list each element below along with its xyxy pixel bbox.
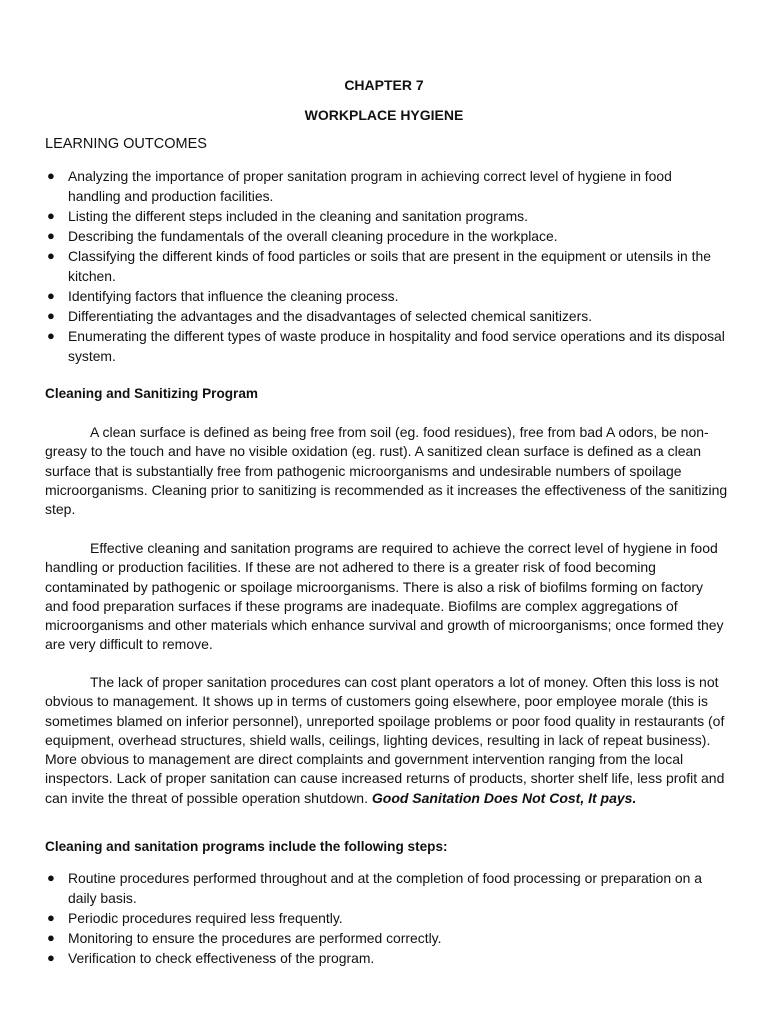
list-item	[45, 226, 725, 246]
list-item	[45, 908, 725, 928]
paragraph-3-text: The lack of proper sanitation procedures can cost plant operators a lot of money. Often this loss is not obvious to management. It shows up in terms of customers going elsewhere, poor employee morale (this is sometimes blamed on inferior personnel), unreported spoilage problems or poor food quality in restaurants (of equipment, overhead structures, shield walls, ceilings, lighting devices, resulting in lack of repeat business). More obvious to management are direct complaints and government intervention ranging from the local inspectors. Lack of proper sanitation can cause increased returns of products, shorter shelf life, less profit and can invite the threat of possible operation shutdown.	[45, 674, 725, 806]
list-item	[45, 206, 725, 226]
list-item	[45, 286, 725, 306]
bullet-icon: ●	[47, 168, 55, 183]
bullet-icon: ●	[47, 328, 55, 343]
bullet-icon: ●	[47, 910, 55, 925]
list-item-text: Verification to check effectiveness of the program.	[68, 950, 375, 966]
paragraph-1: A clean surface is defined as being free from soil (eg. food residues), free from bad A odors, be non-greasy to the touch and have no visible oxidation (eg. rust). A sanitized clean surface is defined as a clean surface that is substantially free from pathogenic microorganisms and undesirable numbers of spoilage microorganisms. Cleaning prior to sanitizing is recommended as it increases the effectiveness of the sanitizing step.	[45, 424, 728, 518]
list-item-text: Analyzing the importance of proper sanitation program in achieving correct level of hygiene in food handling and production facilities.	[68, 168, 672, 204]
bullet-icon: ●	[47, 248, 55, 263]
learning-outcomes-list	[45, 166, 725, 366]
section-heading: Cleaning and Sanitizing Program	[45, 386, 258, 401]
bullet-icon: ●	[47, 288, 55, 303]
list-item	[45, 868, 725, 908]
list-item	[45, 166, 725, 206]
chapter-label: CHAPTER 7	[344, 77, 424, 93]
list-item-text: Enumerating the different types of waste produce in hospitality and food service operations and its disposal system.	[68, 328, 725, 364]
bullet-icon: ●	[47, 228, 55, 243]
list-item	[45, 246, 725, 286]
paragraph-3	[45, 673, 730, 808]
bullet-icon: ●	[47, 870, 55, 885]
list-item-text: Periodic procedures required less frequently.	[68, 910, 343, 926]
paragraph-2: Effective cleaning and sanitation programs are required to achieve the correct level of hygiene in food handling or production facilities. If these are not adhered to there is a greater risk of food becoming contaminated by pathogenic or spoilage microorganisms. There is also a risk of biofilms forming on factory and food preparation surfaces if these programs are inadequate. Biofilms are complex aggregations of microorganisms and other materials which enhance survival and growth of microorganisms; once formed they are very difficult to remove.	[45, 540, 724, 653]
chapter-title: WORKPLACE HYGIENE	[304, 107, 464, 123]
bullet-icon: ●	[47, 930, 55, 945]
paragraph-3-emphasis: Good Sanitation Does Not Cost, It pays.	[371, 789, 637, 806]
learning-outcomes-heading: LEARNING OUTCOMES	[45, 136, 207, 152]
list-item	[45, 928, 725, 948]
bullet-icon: ●	[47, 208, 55, 223]
list-item-text: Routine procedures performed throughout and at the completion of food processing or preparation on a daily basis.	[68, 870, 702, 906]
list-item-text: Classifying the different kinds of food particles or soils that are present in the equipment or utensils in the kitchen.	[68, 248, 711, 284]
steps-heading: Cleaning and sanitation programs include the following steps:	[45, 839, 448, 854]
bullet-icon: ●	[47, 950, 55, 965]
list-item	[45, 326, 725, 366]
list-item-text: Differentiating the advantages and the disadvantages of selected chemical sanitizers.	[68, 308, 593, 324]
list-item	[45, 306, 725, 326]
list-item	[45, 948, 725, 968]
list-item-text: Describing the fundamentals of the overall cleaning procedure in the workplace.	[68, 228, 558, 244]
list-item-text: Listing the different steps included in the cleaning and sanitation programs.	[68, 208, 528, 224]
list-item-text: Identifying factors that influence the cleaning process.	[68, 288, 399, 304]
list-item-text: Monitoring to ensure the procedures are performed correctly.	[68, 930, 442, 946]
steps-list	[45, 868, 725, 968]
bullet-icon: ●	[47, 308, 55, 323]
